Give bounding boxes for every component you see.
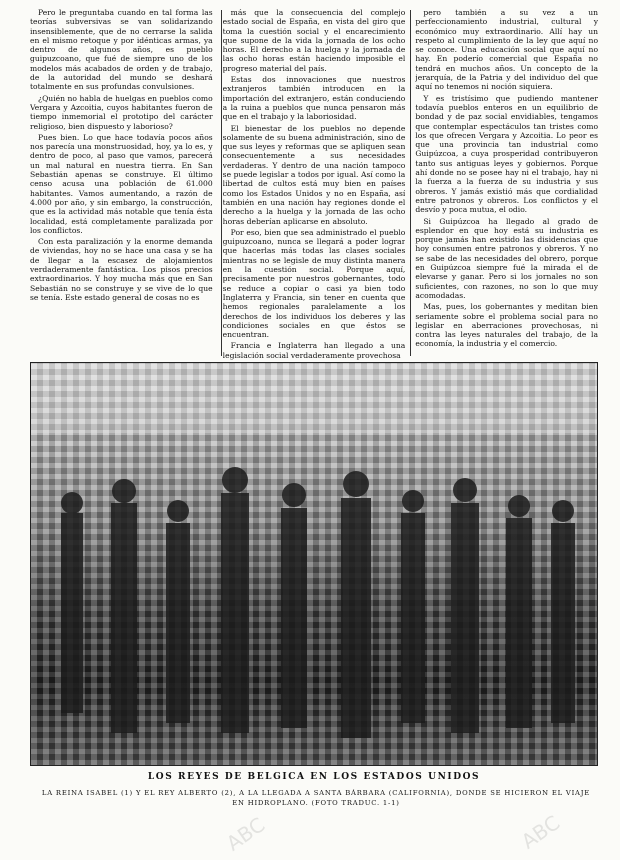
paragraph: Y es tristísimo que pudiendo mantener todavía pueblos enteros en un equilibrio de bondad y de paz social envidiables, tengamos que contemplar espectáculos tan tristes como los que ofrecen Vergara y Azcoitia. Lo peor es que una provincia tan industrial como Guipúzcoa, a cuya prosperidad contribuyeron tanto sus antiguas leyes y gobiernos. Porque ahí donde no se posee hay ni el trabajo, hay ni la fuerza a la fuerza de su industria y sus obreros. Y jamás existió más que cordialidad entre patronos y obreros. Los conflictos y el desvío y poca mutua, el odio. bbox=[415, 93, 598, 215]
column-divider bbox=[221, 10, 222, 356]
photo-caption-text: LA REINA ISABEL (1) Y EL REY ALBERTO (2), A LA LLEGADA A SANTA BÁRBARA (CALIFORNIA), DONDE SE HICIERON EL VIAJE EN HIDROPLANO. (FOTO TRADUC. 1-1) bbox=[41, 789, 591, 807]
paragraph: Con esta paralización y la enorme demanda de viviendas, hoy no se hace una casa y se ha de llegar a la escasez de alojamientos verdaderamente fantástica. Los pisos precios extraordinarios. Y hoy mucha más que en San Sebastián no se construye y se vive de lo que se tenía. Este estado general de cosas no es bbox=[30, 237, 213, 302]
paragraph: Mas, pues, los gobernantes y meditan bien seriamente sobre el problema social para no legislar en aberraciones provechosas, ni contra las leyes naturales del trabajo, de la economía, la industria y el comercio. bbox=[415, 302, 598, 349]
article-column-1 bbox=[30, 8, 213, 360]
abc-watermark: ABC bbox=[221, 812, 270, 856]
paragraph: ¿Quién no habla de huelgas en pueblos como Vergara y Azcoitia, cuyos habitantes fueron de tiempo inmemorial el prototipo del carácter religioso, bien dispuesto y laborioso? bbox=[30, 93, 213, 131]
photo-caption-title: LOS REYES DE BELGICA EN LOS ESTADOS UNIDOS bbox=[147, 772, 481, 782]
paragraph: Si Guipúzcoa ha llegado al grado de esplendor en que hoy está su industria es porque jamás han existido las disidencias que hoy consumen entre patronos y obreros. Y no se sabe de las necesidades del obrero, porque en Guipúzcoa siempre fué la mirada el de elevarse y ganar. Pero si los jornales no son suficientes, con razones, no son lo que muy acomodadas. bbox=[415, 216, 598, 300]
paragraph: Estas dos innovaciones que nuestros extranjeros también introducen en la importación del extranjero, están conduciendo a la ruina a pueblos que nunca pensaron más que en el trabajo y la laboriosidad. bbox=[222, 75, 406, 122]
paragraph: más que la consecuencia del complejo estado social de España, en vista del giro que toma la cuestión social y el encarecimiento que supone de la vida la jornada de los ocho horas. El derecho a la huelga y la jornada de las ocho horas están haciendo imposible el progreso material del país. bbox=[222, 8, 406, 73]
paragraph: Francia e Inglaterra han llegado a una legislación social verdaderamente provechosa bbox=[222, 341, 406, 360]
paragraph: Pues bien. Lo que hace todavía pocos años nos parecía una monstruosidad, hoy, ya lo es, y dentro de poco, al paso que vamos, parecerá un mal natural en nuestra tierra. En San Sebastián apenas se construye. El último censo acusa una población de 61.000 habitantes. Vamos aumentando, a razón de 4.000 por año, y sin embargo, la construcción, que es la actividad más notable que tenía ésta localidad, está completamente paralizada por los conflictos. bbox=[30, 132, 213, 235]
column-divider bbox=[410, 10, 411, 356]
paragraph: pero también a su vez a un perfeccionamiento industrial, cultural y económico muy extraordinario. Allí hay un respeto al cumplimiento de la ley que aquí no se conoce. Una educación social que aquí no hay. En poderío comercial que España no tendrá en muchos años. Un concepto de la jerarquía, de la Patria y del individuo del que aquí no tenemos ni noción siquiera. bbox=[415, 8, 598, 92]
paragraph: Por eso, bien que sea administrado el pueblo guipuzcoano, nunca se llegará a poder lograr que hacerlas más todas las clases sociales mientras no se legisle de muy distinta manera en la cuestión social. Porque aquí, precisamente por nuestros gobernantes, todo se reduce a copiar o casi ya bien todo Inglaterra y Francia, sin tener en cuenta que hemos regionales paralelamente a los derechos de los individuos los deberes y las condiciones sociales en que éstos se encuentran. bbox=[222, 227, 406, 340]
article-column-2 bbox=[223, 8, 406, 360]
paragraph: Pero le preguntaba cuando en tal forma las teorías subversivas se van solidarizando insensiblemente, que de no cerrarse la salida en el mismo retoque y por idénticas armas, ya dentro de algunos años, es pueblo guipuzcoano, que fué de siempre uno de los modelos más acabados de orden y de trabajo, de la autoridad del mundo se deshará totalmente en sus profundas convulsiones. bbox=[30, 8, 213, 92]
article-columns bbox=[30, 8, 598, 360]
crowd-photo-illustration bbox=[31, 363, 598, 766]
paragraph: El bienestar de los pueblos no depende solamente de su buena administración, sino de que sus leyes y reformas que se apliquen sean consecuentemente a sus necesidades verdaderas. Y dentro de una nación tampoco se puede legislar a todos por igual. Así como la libertad de cultos está muy bien en países como los Estados Unidos y no en España, así también en una nación hay regiones donde el derecho a la huelga y la jornada de las ocho horas deberían aplicarse en absoluto. bbox=[222, 123, 406, 226]
news-photograph bbox=[30, 362, 598, 766]
abc-watermark: ABC bbox=[516, 810, 565, 854]
article-column-3 bbox=[415, 8, 598, 360]
